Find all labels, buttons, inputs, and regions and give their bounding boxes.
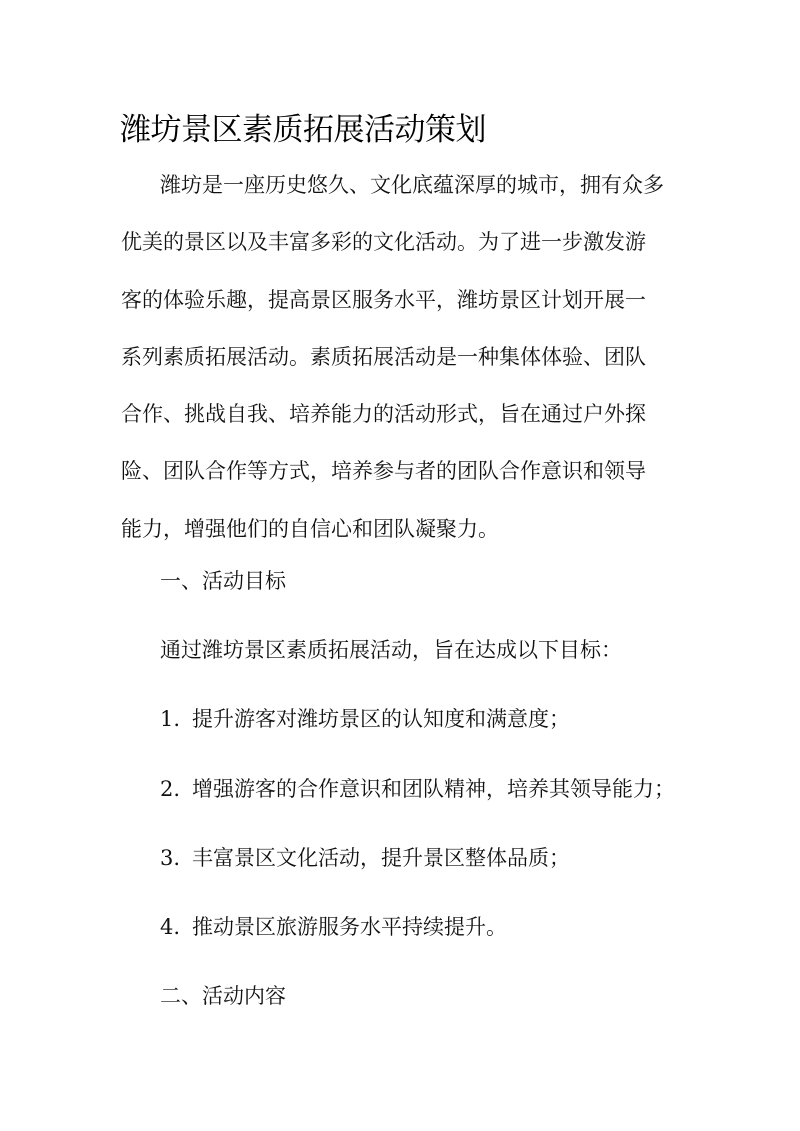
intro-line: 客的体验乐趣，提高景区服务水平，潍坊景区计划开展一 <box>121 287 646 312</box>
goal-item <box>160 774 675 804</box>
goal-item <box>160 704 570 734</box>
goal-item <box>160 843 570 873</box>
goal-number: 1. <box>160 707 181 731</box>
intro-line: 能力，增强他们的自信心和团队凝聚力。 <box>121 516 499 541</box>
intro-line: 潍坊是一座历史悠久、文化底蕴深厚的城市，拥有众多 <box>160 173 664 197</box>
goal-number: 4. <box>160 915 181 939</box>
intro-line: 系列素质拓展活动。素质拓展活动是一种集体体验、团队 <box>121 344 646 369</box>
section-heading-goals: 一、活动目标 <box>160 569 286 593</box>
goal-text: 丰富景区文化活动，提升景区整体品质； <box>192 846 570 870</box>
goal-text: 提升游客对潍坊景区的认知度和满意度； <box>192 707 570 731</box>
intro-paragraph <box>121 157 681 558</box>
goal-text: 增强游客的合作意识和团队精神，培养其领导能力； <box>192 777 675 801</box>
intro-line: 合作、挑战自我、培养能力的活动形式，旨在通过户外探 <box>121 402 646 427</box>
intro-line: 险、团队合作等方式，培养参与者的团队合作意识和领导 <box>121 459 646 484</box>
goals-intro: 通过潍坊景区素质拓展活动，旨在达成以下目标： <box>160 638 622 662</box>
goal-item <box>160 912 507 942</box>
document-title: 潍坊景区素质拓展活动策划 <box>120 112 486 148</box>
goal-number: 3. <box>160 846 181 870</box>
intro-line: 优美的景区以及丰富多彩的文化活动。为了进一步激发游 <box>121 230 646 255</box>
goal-number: 2. <box>160 777 181 801</box>
goal-text: 推动景区旅游服务水平持续提升。 <box>192 915 507 939</box>
section-heading-content: 二、活动内容 <box>160 984 286 1008</box>
